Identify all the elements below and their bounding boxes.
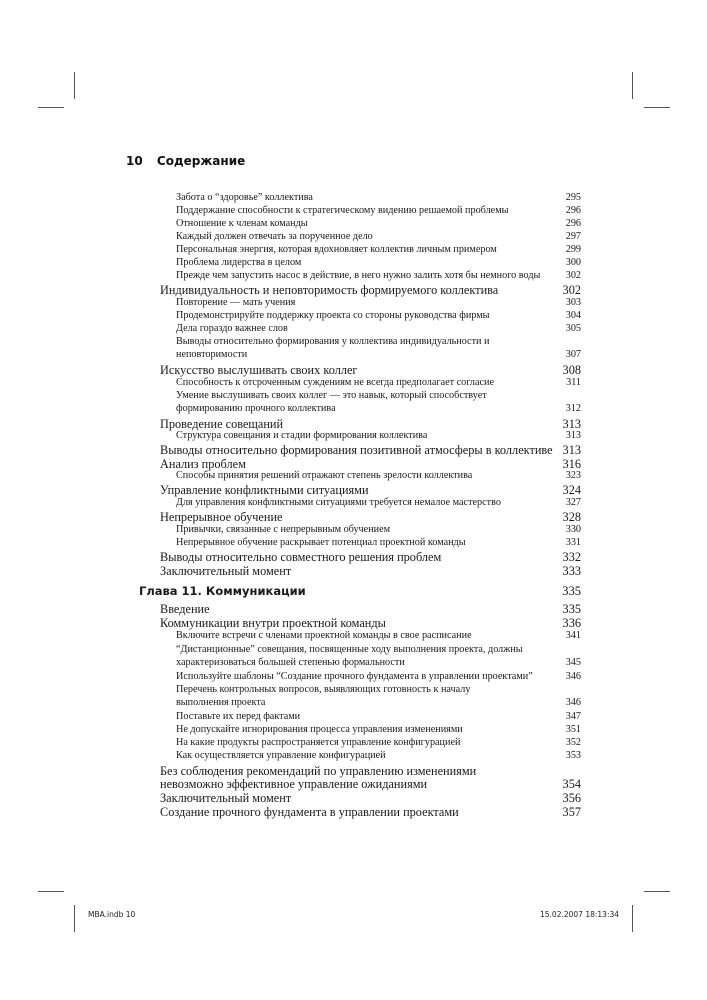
toc-entry-title: Продемонстрируйте поддержку проекта со стороны руководства фирмы — [176, 310, 490, 321]
toc-entry — [160, 602, 581, 617]
toc-entry — [176, 684, 581, 695]
toc-entry-page: 353 — [565, 750, 581, 761]
toc-entry-title: Включите встречи с членами проектной команды в свое расписание — [176, 630, 472, 641]
toc-entry-page: 316 — [562, 457, 581, 471]
chapter-heading — [139, 584, 581, 599]
toc-entry — [160, 443, 581, 458]
toc-entry — [160, 510, 581, 525]
toc-entry-page: 323 — [565, 470, 581, 481]
header-page-number: 10 — [126, 154, 143, 168]
toc-entry-page: 347 — [565, 711, 581, 722]
toc-entry-title: Структура совещания и стадии формирования коллектива — [176, 430, 428, 441]
toc-entry-page: 307 — [565, 349, 581, 360]
toc-entry-title: Заключительный момент — [160, 564, 292, 578]
toc-entry-page: 311 — [566, 377, 581, 388]
toc-entry-page: 296 — [565, 205, 581, 216]
toc-entry — [176, 430, 581, 441]
toc-entry — [176, 336, 581, 347]
toc-entry-title: Умение выслушивать своих коллег — это навык, который способствует — [176, 390, 487, 401]
toc-entry — [176, 218, 581, 229]
footer-datetime: 15.02.2007 18:13:34 — [540, 910, 620, 919]
toc-entry-page: 313 — [562, 443, 581, 457]
toc-entry-title: Поставьте их перед фактами — [176, 711, 301, 722]
toc-entry-title: Забота о “здоровье” коллектива — [176, 192, 313, 203]
toc-entry-title: “Дистанционные” совещания, посвященные ходу выполнения проекта, должны — [176, 644, 523, 655]
toc-entry-page: 356 — [562, 791, 581, 805]
toc-entry-page: 332 — [562, 550, 581, 564]
toc-entry — [176, 270, 581, 281]
toc-entry-title: Не допускайте игнорирования процесса управления изменениями — [176, 724, 463, 735]
toc-entry-title: Управление конфликтными ситуациями — [160, 483, 369, 497]
toc-entry-page: 346 — [565, 671, 581, 682]
toc-entry — [176, 403, 581, 414]
toc-entry-page: 296 — [565, 218, 581, 229]
toc-entry-page: 312 — [565, 403, 581, 414]
toc-entry-page: 354 — [562, 777, 581, 791]
header-title: Содержание — [156, 154, 246, 168]
toc-entry-page: 357 — [562, 805, 581, 819]
toc-entry-title: Глава 11. Коммуникации — [139, 584, 306, 598]
toc-entry — [176, 390, 581, 401]
toc-entry-title: Способы принятия решений отражают степень зрелости коллектива — [176, 470, 473, 481]
toc-entry-page: 331 — [565, 537, 581, 548]
toc-entry-title: Отношение к членам команды — [176, 218, 308, 229]
toc-entry-title: невозможно эффективное управление ожиданиями — [160, 777, 428, 791]
toc-entry-title: Искусство выслушивать своих коллег — [160, 363, 358, 377]
toc-entry-title: формированию прочного коллектива — [176, 403, 336, 414]
toc-entry-title: Персональная энергия, которая вдохновляет коллектив личным примером — [176, 244, 497, 255]
toc-entry — [176, 310, 581, 321]
toc-entry-title: Индивидуальность и неповторимость формируемого коллектива — [160, 283, 499, 297]
toc-entry — [176, 231, 581, 242]
toc-entry-title: Как осуществляется управление конфигурацией — [176, 750, 386, 761]
toc-entry-page: 335 — [562, 584, 581, 598]
toc-entry — [176, 644, 581, 655]
toc-entry-title: Перечень контрольных вопросов, выявляющих готовность к началу — [176, 684, 471, 695]
toc-entry — [160, 777, 581, 792]
toc-entry — [176, 205, 581, 216]
toc-entry — [176, 537, 581, 548]
toc-entry-title: Для управления конфликтными ситуациями требуется немалое мастерство — [176, 497, 501, 508]
toc-entry-title: Коммуникации внутри проектной команды — [160, 616, 386, 630]
toc-entry-page: 351 — [565, 724, 581, 735]
toc-entry-page: 302 — [565, 270, 581, 281]
toc-entry-page: 297 — [565, 231, 581, 242]
toc-entry-title: Непрерывное обучение раскрывает потенциал проектной команды — [176, 537, 466, 548]
toc-entry-title: Повторение — мать учения — [176, 297, 296, 308]
toc-entry — [160, 550, 581, 565]
toc-entry-title: Проблема лидерства в целом — [176, 257, 302, 268]
toc-entry-title: Привычки, связанные с непрерывным обучением — [176, 524, 391, 535]
toc-entry-title: Способность к отсроченным суждениям не всегда предполагает согласие — [176, 377, 494, 388]
toc-entry-page: 304 — [565, 310, 581, 321]
toc-entry-title: Выводы относительно формирования у коллектива индивидуальности и — [176, 336, 490, 347]
toc-entry — [176, 657, 581, 668]
toc-entry-page: 346 — [565, 697, 581, 708]
toc-entry — [160, 363, 581, 378]
toc-entry-page: 341 — [565, 630, 581, 641]
toc-entry — [176, 630, 581, 641]
toc-entry — [176, 192, 581, 203]
toc-entry-page: 328 — [562, 510, 581, 524]
toc-entry-title: Введение — [160, 602, 210, 616]
toc-entry-page: 300 — [565, 257, 581, 268]
toc-entry — [176, 349, 581, 360]
toc-entry — [160, 483, 581, 498]
toc-entry-page: 302 — [562, 283, 581, 297]
toc-entry-page: 330 — [565, 524, 581, 535]
toc-entry-page: 299 — [565, 244, 581, 255]
toc-entry-page: 324 — [562, 483, 581, 497]
toc-entry — [176, 750, 581, 761]
toc-entry — [160, 805, 581, 820]
toc-entry-page: 333 — [562, 564, 581, 578]
toc-entry-page: 327 — [565, 497, 581, 508]
toc-entry-page: 336 — [562, 616, 581, 630]
toc-entry-title: Используйте шаблоны “Создание прочного фундамента в управлении проектами” — [176, 671, 533, 682]
toc-entry-title: Заключительный момент — [160, 791, 292, 805]
toc-entry — [176, 711, 581, 722]
toc-entry — [176, 244, 581, 255]
toc-entry-title: выполнения проекта — [176, 697, 266, 708]
toc-entry — [160, 791, 581, 806]
toc-entry-title: Поддержание способности к стратегическому видению решаемой проблемы — [176, 205, 509, 216]
toc-entry — [176, 323, 581, 334]
toc-entry-page: 308 — [562, 363, 581, 377]
toc-entry-title: Анализ проблем — [160, 457, 246, 471]
toc-entry-title: неповторимости — [176, 349, 248, 360]
toc-entry-page: 345 — [565, 657, 581, 668]
toc-entry-page: 352 — [565, 737, 581, 748]
toc-entry — [176, 297, 581, 308]
toc-entry-title: На какие продукты распространяется управление конфигурацией — [176, 737, 461, 748]
toc-entry-title: Выводы относительно совместного решения проблем — [160, 550, 442, 564]
toc-entry — [176, 737, 581, 748]
toc-entry — [176, 724, 581, 735]
toc-entry-title: Создание прочного фундамента в управлении проектами — [160, 805, 459, 819]
toc-entry-title: характеризоваться большей степенью формальности — [176, 657, 405, 668]
toc-entry — [160, 564, 581, 579]
toc-entry-page: 313 — [562, 417, 581, 431]
toc-entry-title: Без соблюдения рекомендаций по управлению изменениями — [160, 764, 477, 778]
toc-entry-title: Проведение совещаний — [160, 417, 284, 431]
toc-entry — [176, 671, 581, 682]
toc-entry-title: Каждый должен отвечать за порученное дело — [176, 231, 373, 242]
footer-file: MBA.indb 10 — [88, 910, 136, 919]
toc-entry-page: 305 — [565, 323, 581, 334]
toc-entry-title: Выводы относительно формирования позитивной атмосферы в коллективе — [160, 443, 553, 457]
toc-entry — [176, 257, 581, 268]
toc-entry-title: Непрерывное обучение — [160, 510, 283, 524]
toc-entry-page: 313 — [565, 430, 581, 441]
toc-entry-title: Прежде чем запустить насос в действие, в него нужно залить хотя бы немного воды — [176, 270, 541, 281]
toc-entry — [176, 470, 581, 481]
toc-entry-page: 335 — [562, 602, 581, 616]
toc-entry — [176, 524, 581, 535]
toc-entry — [176, 497, 581, 508]
toc-entry-page: 303 — [565, 297, 581, 308]
toc-entry-title: Дела гораздо важнее слов — [176, 323, 288, 334]
toc-entry — [176, 377, 581, 388]
toc-entry — [176, 697, 581, 708]
toc-entry-page: 295 — [565, 192, 581, 203]
toc-entry — [160, 283, 581, 298]
toc-entry — [160, 616, 581, 631]
